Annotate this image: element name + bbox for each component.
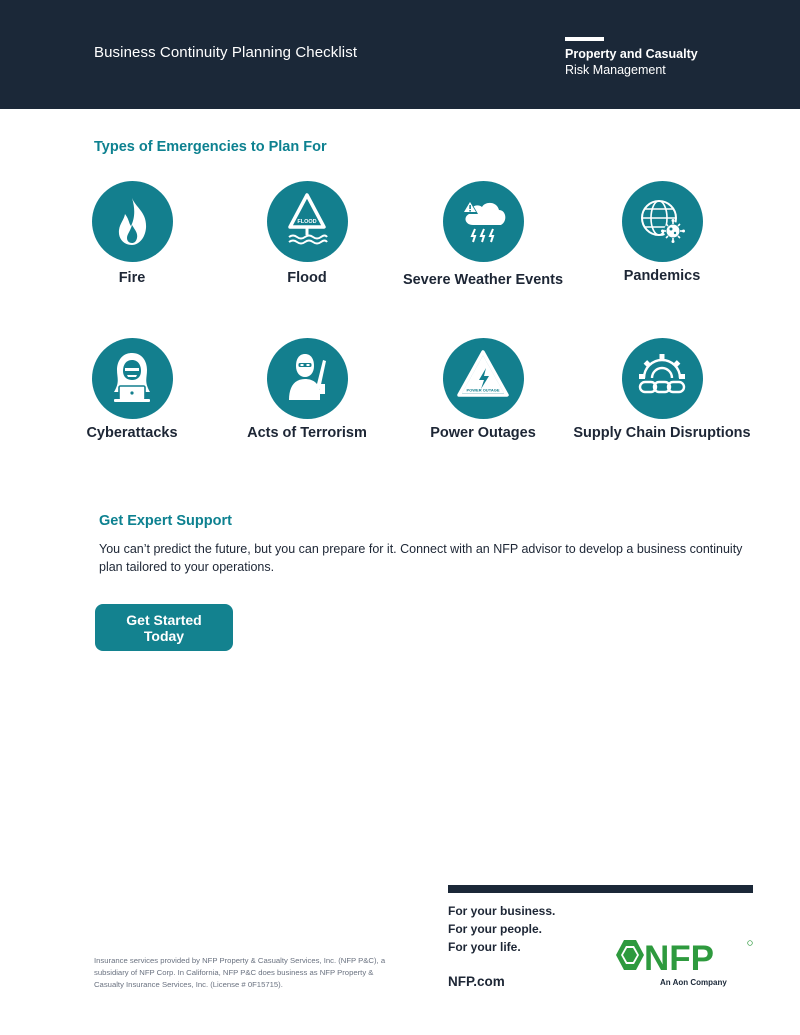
masked-figure-icon [267,338,348,419]
tagline-people: For your people. [448,922,543,936]
types-section-title: Types of Emergencies to Plan For [94,139,327,155]
emergency-label: Flood [287,270,327,286]
legal-disclaimer: Insurance services provided by NFP Property & Casualty Services, Inc. (NFP P&C), a subsidiary of NFP Corp. In California, NFP P&C does business as NFP Property & Casualty Insurance Services, Inc. (License # 0F15715). [94,956,386,989]
get-started-button[interactable]: Get Started Today [95,604,233,651]
page-header [0,0,800,109]
department-name: Property and Casualty [565,47,698,61]
header-accent-rule [565,37,604,41]
emergency-label: Supply Chain Disruptions [573,425,751,441]
logo-tagline: An Aon Company [660,978,727,987]
gear-chain-icon [622,338,703,419]
emergency-label: Fire [118,270,146,286]
power-outage-warning-icon [443,338,524,419]
footer-rule [448,885,753,893]
support-section-title: Get Expert Support [99,513,232,529]
emergency-label: Power Outages [430,425,536,441]
emergency-label: Severe Weather Events [402,272,564,288]
document-title: Business Continuity Planning Checklist [94,44,358,61]
globe-virus-icon [622,181,703,262]
hooded-hacker-icon [92,338,173,419]
logo-wordmark: NFP [644,939,714,978]
website-link[interactable]: NFP.com [448,974,505,989]
support-body-text: You can’t predict the future, but you can prepare for it. Connect with an NFP advisor to develop a business continuity plan tailored to your operations. [99,542,743,574]
flood-sign-text: FLOOD [297,219,317,225]
power-outage-sign-text: POWER OUTAGE [466,387,500,393]
emergency-label: Pandemics [623,268,701,284]
storm-cloud-icon [443,181,524,262]
department-subtitle: Risk Management [565,63,666,77]
tagline-business: For your business. [448,904,556,918]
emergency-label: Acts of Terrorism [247,425,367,441]
flood-warning-icon [267,181,348,262]
tagline-life: For your life. [448,940,521,954]
emergency-label: Cyberattacks [86,425,178,441]
flame-icon [92,181,173,262]
